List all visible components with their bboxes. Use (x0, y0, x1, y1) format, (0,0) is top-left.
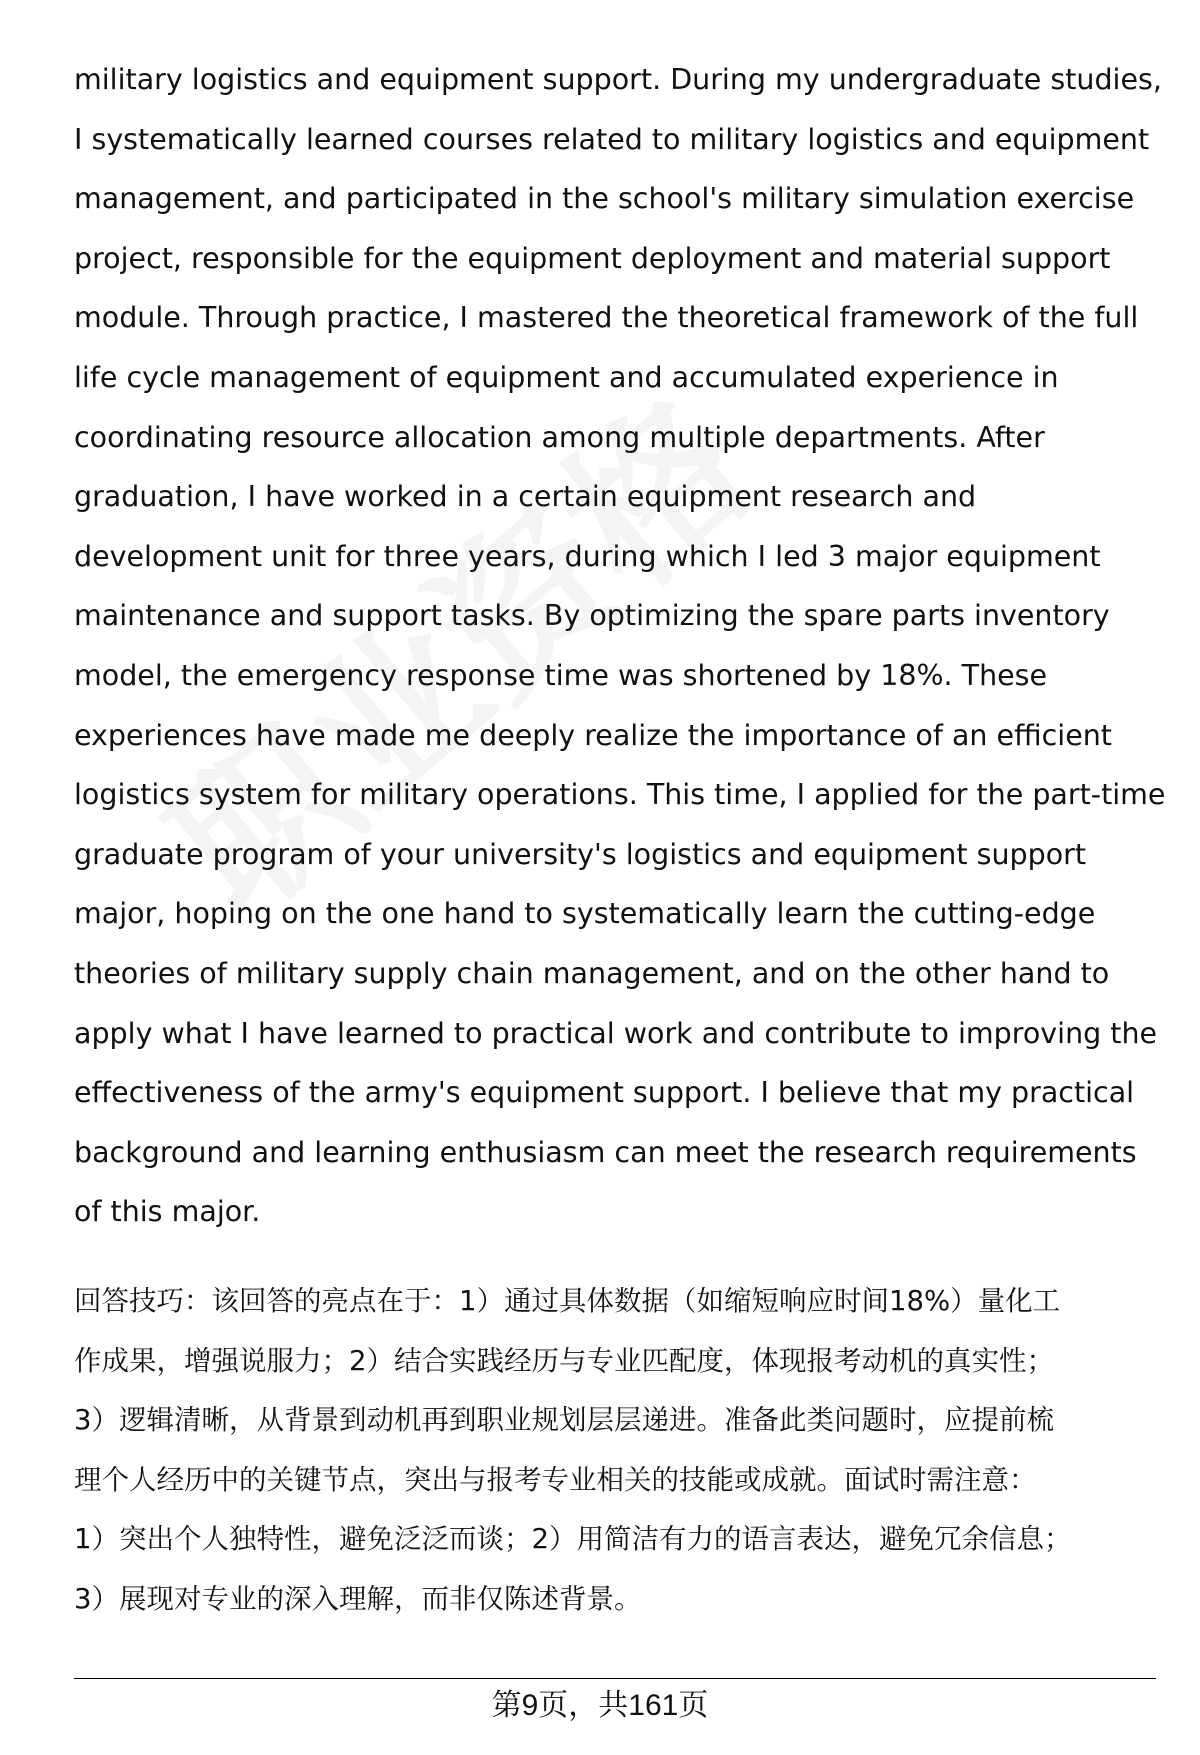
answer-line: project, responsible for the equipment deployment and material support (74, 241, 1111, 275)
answer-line: module. Through practice, I mastered the theoretical framework of the full (74, 301, 1139, 335)
answer-tips-paragraph (74, 1272, 1164, 1630)
answer-line: maintenance and support tasks. By optimizing the spare parts inventory (74, 599, 1110, 633)
answer-line: management, and participated in the school's military simulation exercise (74, 182, 1135, 216)
answer-paragraph (74, 50, 1164, 1242)
answer-line: model, the emergency response time was shortened by 18%. These (74, 658, 1048, 692)
answer-line: background and learning enthusiasm can meet the research requirements (74, 1135, 1137, 1169)
answer-line: graduate program of your university's logistics and equipment support (74, 837, 1087, 871)
answer-line: coordinating resource allocation among multiple departments. After (74, 420, 1045, 454)
answer-line: of this major. (74, 1195, 261, 1229)
tips-line: 1）突出个人独特性，避免泛泛而谈；2）用简洁有力的语言表达，避免冗余信息； (74, 1523, 1072, 1556)
answer-line: apply what I have learned to practical work and contribute to improving the (74, 1016, 1158, 1050)
answer-line: military logistics and equipment support. During my undergraduate studies, (74, 63, 1162, 96)
answer-line: major, hoping on the one hand to systematically learn the cutting-edge (74, 897, 1096, 931)
answer-line: logistics system for military operations. This time, I applied for the part-time (74, 778, 1166, 812)
tips-line: 作成果，增强说服力；2）结合实践经历与专业匹配度，体现报考动机的真实性； (74, 1344, 1054, 1377)
answer-line: experiences have made me deeply realize the importance of an efficient (74, 718, 1112, 752)
answer-line: life cycle management of equipment and accumulated experience in (74, 360, 1059, 394)
tips-line: 理个人经历中的关键节点，突出与报考专业相关的技能或成就。面试时需注意： (74, 1463, 1037, 1496)
tips-line: 3）展现对专业的深入理解，而非仅陈述背景。 (74, 1582, 642, 1615)
answer-line: development unit for three years, during which I led 3 major equipment (74, 539, 1101, 573)
answer-line: graduation, I have worked in a certain equipment research and (74, 480, 977, 514)
footer-divider (74, 1678, 1156, 1679)
tips-line: 3）逻辑清晰，从背景到动机再到职业规划层层递进。准备此类问题时，应提前梳 (74, 1404, 1054, 1437)
tips-line: 回答技巧：该回答的亮点在于：1）通过具体数据（如缩短响应时间18%）量化工 (74, 1285, 1061, 1317)
answer-line: effectiveness of the army's equipment support. I believe that my practical (74, 1076, 1135, 1110)
answer-line: I systematically learned courses related to military logistics and equipment (74, 122, 1150, 156)
page-number: 第9页，共161页 (491, 1689, 709, 1722)
answer-line: theories of military supply chain management, and on the other hand to (74, 956, 1110, 990)
